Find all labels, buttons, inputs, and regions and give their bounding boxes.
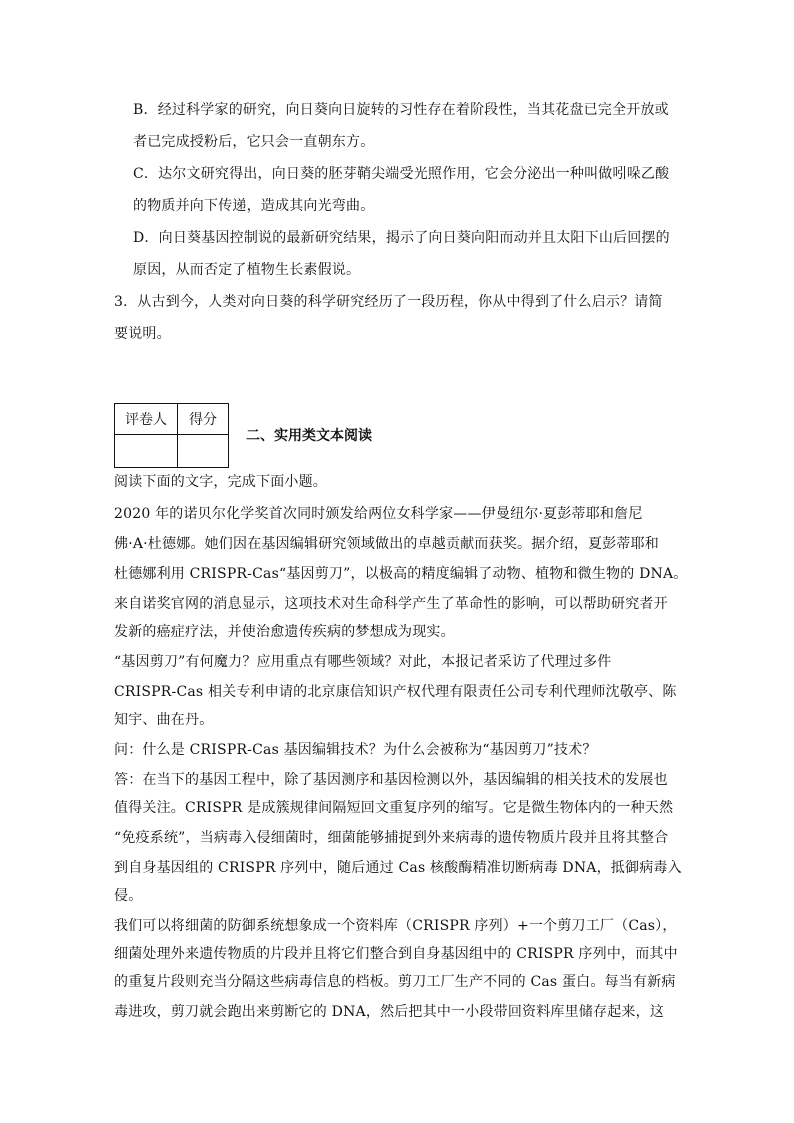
article-line: 我们可以将细菌的防御系统想象成一个资料库（CRISPR 序列）+一个剪刀工厂（Cas），: [114, 918, 677, 934]
section-title: 二、实用类文本阅读: [246, 428, 372, 444]
option-c-line-1: C．达尔文研究得出，向日葵的胚芽鞘尖端受光照作用，它会分泌出一种叫做吲哚乙酸: [133, 166, 670, 182]
reviewer-header-cell: 评卷人: [115, 404, 178, 435]
score-header-cell: 得分: [178, 404, 229, 435]
article-line: 阅读下面的文字，完成下面小题。: [114, 474, 327, 490]
article-line: “基因剪刀”有何魔力？应用重点有哪些领域？对此，本报记者采访了代理过多件: [114, 654, 612, 670]
article-line: CRISPR-Cas 相关专利申请的北京康信知识产权代理有限责任公司专利代理师沈敬亭、陈: [114, 684, 677, 700]
article-line: 侵。: [114, 888, 143, 904]
score-blank-cell[interactable]: [178, 435, 229, 468]
question-3-line-2: 要说明。: [114, 326, 171, 342]
article-line: 佛·A·杜德娜。她们因在基因编辑研究领域做出的卓越贡献而获奖。据介绍，夏彭蒂耶和: [114, 536, 660, 552]
article-line: 的重复片段则充当分隔这些病毒信息的档板。剪刀工厂生产不同的 Cas 蛋白。每当有新病: [114, 974, 676, 990]
article-line: 知宇、曲在丹。: [114, 712, 214, 728]
option-d-line-2: 原因，从而否定了植物生长素假说。: [133, 262, 361, 278]
question-3-line-1: 3．从古到今，人类对向日葵的科学研究经历了一段历程，你从中得到了什么启示？请简: [114, 294, 663, 310]
article-line: 细菌处理外来遗传物质的片段并且将它们整合到自身基因组中的 CRISPR 序列中，而其中: [114, 946, 678, 962]
option-c-line-2: 的物质并向下传递，造成其向光弯曲。: [133, 198, 375, 214]
article-line: “免疫系统”，当病毒入侵细菌时，细菌能够捕捉到外来病毒的遗传物质片段并且将其整合: [114, 830, 669, 846]
article-line: 答：在当下的基因工程中，除了基因测序和基因检测以外，基因编辑的相关技术的发展也: [114, 772, 668, 788]
score-table: [114, 403, 229, 468]
article-line: 来自诺奖官网的消息显示，这项技术对生命科学产生了革命性的影响，可以帮助研究者开: [114, 596, 668, 612]
option-d-line-1: D．向日葵基因控制说的最新研究结果，揭示了向日葵向阳而动并且太阳下山后回摆的: [133, 230, 670, 246]
article-line: 到自身基因组的 CRISPR 序列中，随后通过 Cas 核酸酶精准切断病毒 DNA，抵御病毒入: [114, 860, 682, 876]
reviewer-blank-cell[interactable]: [115, 435, 178, 468]
article-line: 问：什么是 CRISPR-Cas 基因编辑技术？为什么会被称为“基因剪刀”技术？: [114, 742, 597, 758]
article-line: 杜德娜利用 CRISPR-Cas“基因剪刀”，以极高的精度编辑了动物、植物和微生物的 DNA。: [114, 566, 688, 582]
article-line: 值得关注。CRISPR 是成簇规律间隔短回文重复序列的缩写。它是微生物体内的一种天然: [114, 800, 674, 816]
option-b-line-2: 者已完成授粉后，它只会一直朝东方。: [133, 134, 375, 150]
article-line: 毒进攻，剪刀就会跑出来剪断它的 DNA，然后把其中一小段带回资料库里储存起来，这: [114, 1004, 665, 1020]
article-line: 2020 年的诺贝尔化学奖首次同时颁发给两位女科学家——伊曼纽尔·夏彭蒂耶和詹尼: [114, 506, 643, 522]
option-b-line-1: B．经过科学家的研究，向日葵向日旋转的习性存在着阶段性，当其花盘已完全开放或: [133, 102, 669, 118]
article-line: 发新的癌症疗法，并使治愈遗传疾病的梦想成为现实。: [114, 624, 455, 640]
